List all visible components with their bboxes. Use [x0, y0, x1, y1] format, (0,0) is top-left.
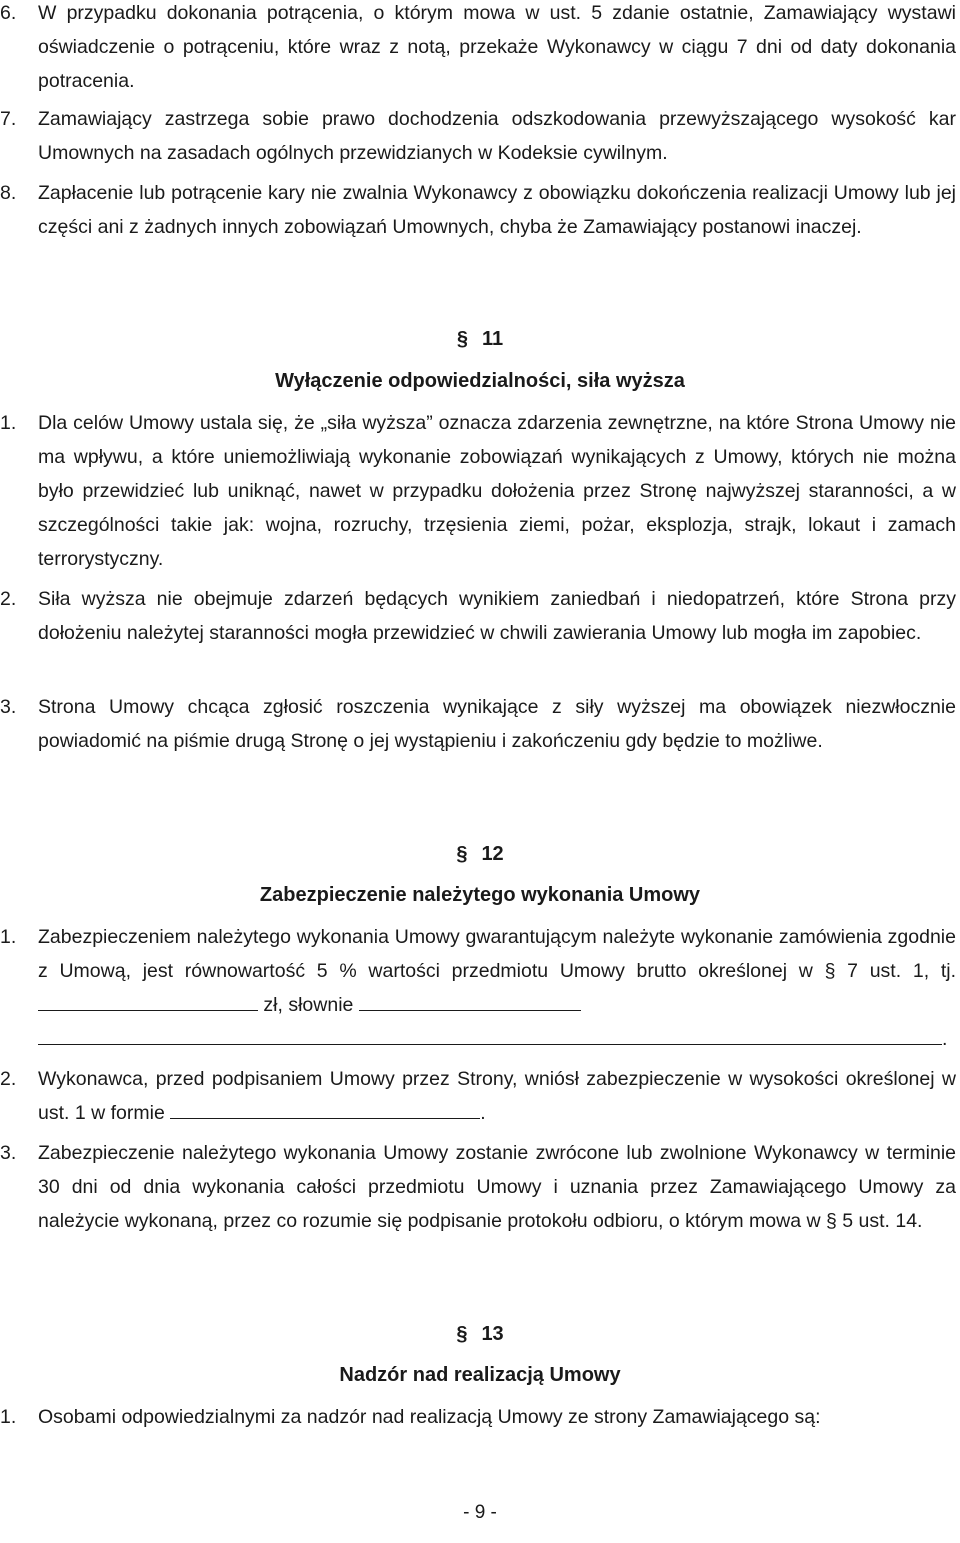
- s13-clause-1: [0, 1400, 956, 1434]
- clause-text: Osobami odpowiedzialnymi za nadzór nad realizacją Umowy ze strony Zamawiającego są:: [38, 1406, 821, 1428]
- clause-text: Siła wyższa nie obejmuje zdarzeń będących wynikiem zaniedbań i niedopatrzeń, które Strona przy dołożeniu należytej staranności mogła przewidzieć w chwili zawierania Umowy lub mogła im zapobiec.: [38, 588, 956, 644]
- amount-words-blank: [359, 990, 581, 1011]
- s12-clause-3: [0, 1136, 956, 1238]
- clause-text: Zapłacenie lub potrącenie kary nie zwalnia Wykonawcy z obowiązku dokończenia realizacji Umowy lub jej części ani z żadnych innych zobowiązań Umownych, chyba że Zamawiający postanowi inaczej.: [38, 182, 956, 238]
- amount-blank: [38, 990, 258, 1011]
- section-13-title: Nadzór nad realizacją Umowy: [339, 1364, 621, 1386]
- clause-number: 3.: [0, 1142, 17, 1164]
- clause-text: Strona Umowy chcąca zgłosić roszczenia wynikające z siły wyższej ma obowiązek niezwłocznie powiadomić na piśmie drugą Stronę o jej wystąpieniu i zakończeniu gdy będzie to możliwe.: [38, 696, 956, 752]
- clause-number: 1.: [0, 412, 17, 434]
- sentence-end: .: [942, 1028, 948, 1050]
- clause-7: [0, 102, 956, 170]
- s12-clause-1: [0, 920, 956, 1056]
- clause-text: [38, 920, 956, 1056]
- clause-8: [0, 176, 956, 244]
- amount-words-blank-line: [38, 1024, 942, 1045]
- clause-number: 7.: [0, 108, 17, 130]
- clause-text: Zabezpieczenie należytego wykonania Umowy zostanie zwrócone lub zwolnione Wykonawcy w terminie 30 dni od dnia wykonania całości przedmiotu Umowy i uznania przez Zamawiającego Umowy za należycie wykonaną, przez co rozumie się podpisanie protokołu odbioru, o którym mowa w § 5 ust. 14.: [38, 1142, 956, 1232]
- section-number: 11: [481, 328, 504, 350]
- clause-number: 1.: [0, 926, 17, 948]
- sentence-end: .: [480, 1102, 486, 1124]
- s11-clause-2: [0, 582, 956, 650]
- clause-text: [38, 1062, 956, 1130]
- clause-text: W przypadku dokonania potrącenia, o którym mowa w ust. 5 zdanie ostatnie, Zamawiający wystawi oświadczenie o potrąceniu, które wraz z notą, przekaże Wykonawcy w ciągu 7 dni od daty dokonania potracenia.: [38, 2, 956, 92]
- paragraph-sign: §: [456, 1323, 468, 1345]
- currency-label: zł, słownie: [263, 994, 354, 1016]
- s12-clause-2: [0, 1062, 956, 1130]
- clause-text-main: Wykonawca, przed podpisaniem Umowy przez Strony, wniósł zabezpieczenie w wysokości określonej w ust. 1 w formie: [38, 1068, 956, 1124]
- section-number: 13: [481, 1323, 504, 1345]
- section-11-number: [0, 328, 960, 351]
- s11-clause-1: [0, 406, 956, 576]
- clause-number: 1.: [0, 1406, 17, 1428]
- form-blank: [170, 1098, 480, 1119]
- clause-text: Zamawiający zastrzega sobie prawo dochodzenia odszkodowania przewyższającego wysokość kar Umownych na zasadach ogólnych przewidzianych w Kodeksie cywilnym.: [38, 108, 956, 164]
- section-number: 12: [481, 843, 504, 865]
- clause-text: Dla celów Umowy ustala się, że „siła wyższa” oznacza zdarzenia zewnętrzne, na które Strona Umowy nie ma wpływu, a które uniemożliwiają wykonanie zobowiązań wynikających z Umowy, których nie można było przewidzieć lub uniknąć, nawet w przypadku dołożenia przez Stronę najwyższej staranności, a w szczególności takie jak: wojna, rozruchy, trzęsienia ziemi, pożar, eksplozja, strajk, lokaut i zamach terrorystyczny.: [38, 412, 956, 570]
- clause-number: 3.: [0, 696, 17, 718]
- clause-6: [0, 0, 956, 98]
- clause-number: 8.: [0, 182, 17, 204]
- section-13-number: [0, 1323, 960, 1346]
- section-12-number: [0, 843, 960, 866]
- page-number: - 9 -: [463, 1502, 497, 1523]
- section-12-title: Zabezpieczenie należytego wykonania Umowy: [259, 884, 701, 906]
- paragraph-sign: §: [456, 843, 468, 865]
- section-reference: § 7 ust. 1, tj.: [824, 960, 956, 982]
- clause-number: 6.: [0, 2, 17, 24]
- clause-number: 2.: [0, 588, 17, 610]
- clause-text-main: Zabezpieczeniem należytego wykonania Umowy gwarantującym należyte wykonanie zamówienia zgodnie z Umową, jest równowartość 5 % wartości przedmiotu Umowy brutto określonej w: [38, 926, 956, 982]
- paragraph-sign: §: [456, 328, 468, 350]
- section-11-title: Wyłączenie odpowiedzialności, siła wyższa: [275, 370, 685, 392]
- s11-clause-3: [0, 690, 956, 758]
- clause-number: 2.: [0, 1068, 17, 1090]
